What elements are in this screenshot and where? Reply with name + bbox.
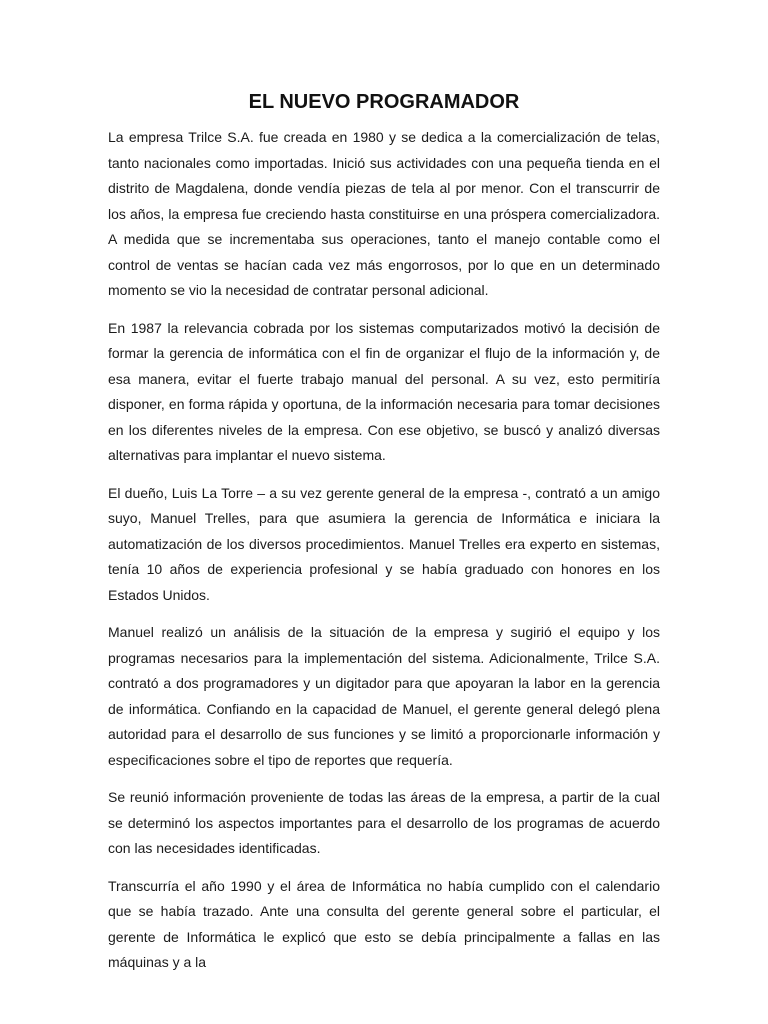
paragraph-1: La empresa Trilce S.A. fue creada en 1980 y se dedica a la comercialización de telas, tanto nacionales como importadas. Inició sus actividades con una pequeña tienda en el distrito de Magdalena, donde vendía piezas de tela al por menor. Con el transcurrir de los años, la empresa fue creciendo hasta constituirse en una próspera comercializadora. A medida que se incrementaba sus operaciones, tanto el manejo contable como el control de ventas se hacían cada vez más engorrosos, por lo que en un determinado momento se vio la necesidad de contratar personal adicional.	[108, 129, 660, 298]
paragraph-4: Manuel realizó un análisis de la situación de la empresa y sugirió el equipo y los programas necesarios para la implementación del sistema. Adicionalmente, Trilce S.A. contrató a dos programadores y un digitador para que apoyaran la labor en la gerencia de informática. Confiando en la capacidad de Manuel, el gerente general delegó plena autoridad para el desarrollo de sus funciones y se limitó a proporcionarle información y especificaciones sobre el tipo de reportes que requería.	[108, 624, 660, 768]
paragraph-3: El dueño, Luis La Torre – a su vez gerente general de la empresa -, contrató a un amigo suyo, Manuel Trelles, para que asumiera la gerencia de Informática e iniciara la automatización de los diversos procedimientos. Manuel Trelles era experto en sistemas, tenía 10 años de experiencia profesional y se había graduado con honores en los Estados Unidos.	[108, 484, 660, 603]
document-body	[108, 125, 660, 988]
paragraph-6: Transcurría el año 1990 y el área de Informática no había cumplido con el calendario que se había trazado. Ante una consulta del gerente general sobre el particular, el gerente de Informática le explicó que esto se debía principalmente a fallas en las máquinas y a la	[108, 877, 660, 970]
paragraph-5: Se reunió información proveniente de todas las áreas de la empresa, a partir de la cual se determinó los aspectos importantes para el desarrollo de los programas de acuerdo con las necesidades identificadas.	[108, 789, 660, 856]
paragraph-2: En 1987 la relevancia cobrada por los sistemas computarizados motivó la decisión de formar la gerencia de informática con el fin de organizar el flujo de la información y, de esa manera, evitar el fuerte trabajo manual del personal. A su vez, esto permitiría disponer, en forma rápida y oportuna, de la información necesaria para tomar decisiones en los diferentes niveles de la empresa. Con ese objetivo, se buscó y analizó diversas alternativas para implantar el nuevo sistema.	[108, 319, 660, 463]
document-title: EL NUEVO PROGRAMADOR	[248, 91, 520, 113]
